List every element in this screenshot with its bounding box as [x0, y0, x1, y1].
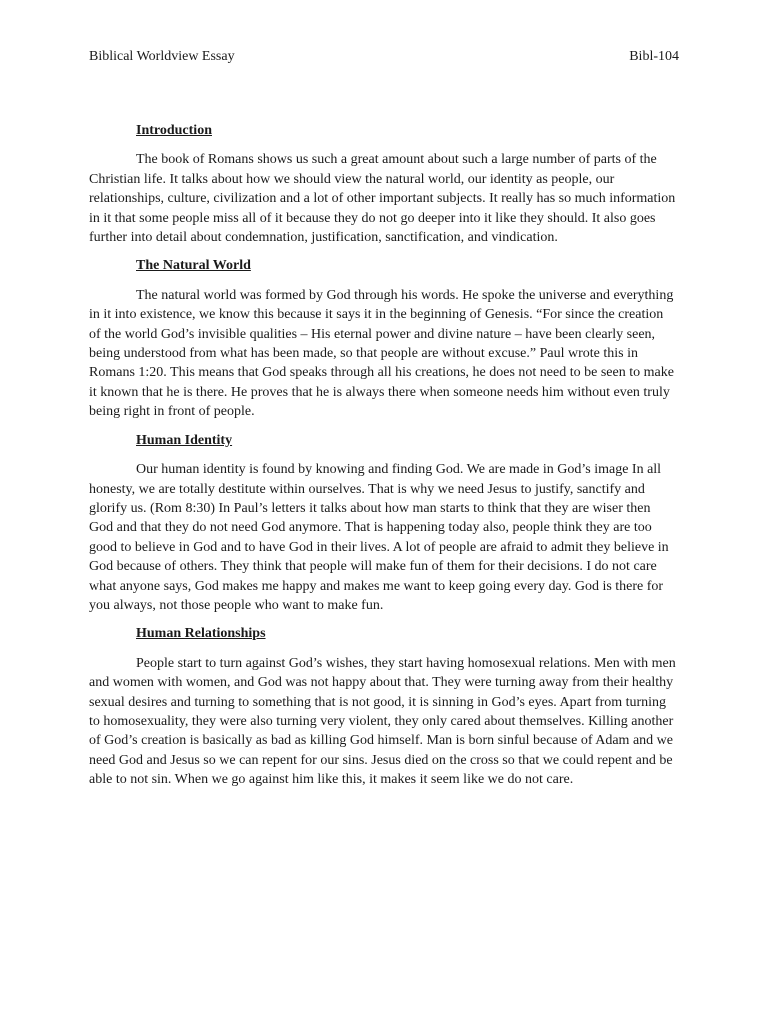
header-title: Biblical Worldview Essay [89, 49, 235, 64]
section-paragraph: People start to turn against God’s wishes, they start having homosexual relations. Men with men and women with women, and God was not happy about that. They were turning away from their healthy sexual desires and turning to something that is not good, it is sinning in God’s eyes. Apart from turning to homosexuality, they were also turning very violent, they only cared about themselves. Killing another of God’s creation is basically as bad as killing God himself. Man is born sinful because of Adam and we need God and Jesus so we can repent for our sins. Jesus died on the cross so that we could repent and be able to not sin. When we go against him like this, it makes it seem like we do not care. [89, 655, 676, 788]
section-introduction [89, 121, 677, 247]
header-course-code: Bibl-104 [629, 49, 679, 64]
essay-body [89, 121, 677, 799]
section-human-identity [89, 431, 677, 616]
page-header [89, 47, 679, 67]
section-heading: Human Identity [136, 432, 233, 448]
section-heading: Human Relationships [136, 626, 266, 642]
section-heading: The Natural World [136, 258, 251, 274]
section-paragraph: The natural world was formed by God through his words. He spoke the universe and everything in it into existence, we know this because it says it in the beginning of Genesis. “For since the creation of the world God’s invisible qualities – His eternal power and divine nature – have been clearly seen, being understood from what has been made, so that people are without excuse.” Paul wrote this in Romans 1:20. This means that God speaks through all his creations, he does not need to be seen to make it known that he is there. He proves that he is always there when someone needs him without even truly being right in front of people. [89, 287, 674, 420]
section-human-relationships [89, 624, 677, 789]
section-heading: Introduction [136, 123, 212, 138]
section-paragraph: Our human identity is found by knowing and finding God. We are made in God’s image In all honesty, we are totally destitute within ourselves. That is why we need Jesus to justify, sanctify and glorify us. (Rom 8:30) In Paul’s letters it talks about how man starts to think that they are wiser then God and that they do not need God anymore. That is happening today also, people think they are too good to believe in God and to have God in their lives. A lot of people are afraid to admit they believe in God because of others. They think that people will make fun of them for their decisions. I do not care what anyone says, God makes me happy and makes me want to keep going every day. God is there for you always, not those people who want to make fun. [89, 462, 669, 613]
section-paragraph: The book of Romans shows us such a great amount about such a large number of parts of the Christian life. It talks about how we should view the natural world, our identity as people, our relationships, culture, civilization and a lot of other important subjects. It really has so much information in it that some people miss all of it because they do not go deeper into it like they should. It also goes further into detail about condemnation, justification, sanctification, and vindication. [89, 152, 676, 246]
section-natural-world [89, 256, 677, 421]
